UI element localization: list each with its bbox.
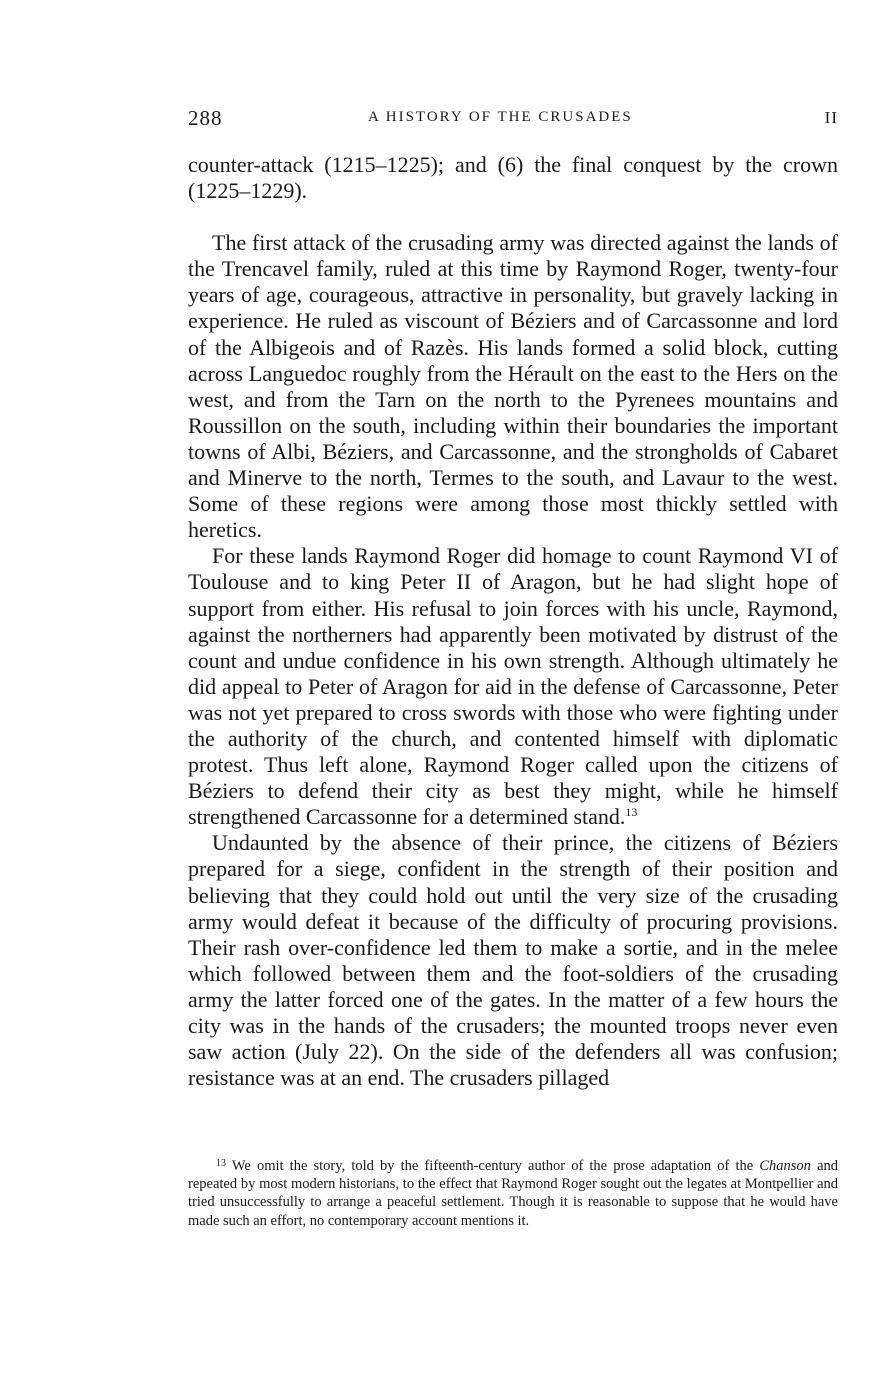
footnote-number: 13: [216, 1158, 226, 1169]
volume-number: II: [824, 108, 838, 127]
body-text: [188, 152, 838, 1091]
footnote-text-before: We omit the story, told by the fifteenth-century author of the prose adaptation of the: [226, 1158, 760, 1174]
page-number: 288: [188, 106, 223, 130]
running-head: [188, 106, 838, 134]
footnote-italic-title: Chanson: [759, 1158, 811, 1174]
footnote-13: [188, 1157, 838, 1230]
paragraph-trencavel-lands: The first attack of the crusading army was directed against the lands of the Trencavel family, ruled at this time by Raymond Roger, twenty-four years of age, courageous, attractive in personality, but gravely lacking in experience. He ruled as viscount of Béziers and of Carcassonne and lord of the Albigeois and of Razès. His lands formed a solid block, cutting across Languedoc roughly from the Hérault on the east to the Hers on the west, and from the Tarn on the north to the Pyrenees mountains and Roussillon on the south, including within their boundaries the important towns of Albi, Béziers, and Carcassonne, and the strongholds of Cabaret and Minerve to the north, Termes to the south, and Lavaur to the west. Some of these regions were among those most thickly settled with heretics.: [188, 230, 838, 543]
paragraph-siege-of-beziers: Undaunted by the absence of their prince, the citizens of Béziers prepared for a siege, confident in the strength of their position and believing that they could hold out until the very size of the crusading army would defeat it because of the difficulty of procuring provisions. Their rash over-confidence led them to make a sortie, and in the melee which followed between them and the foot-soldiers of the crusading army the latter forced one of the gates. In the matter of a few hours the city was in the hands of the crusaders; the mounted troops never even saw action (July 22). On the side of the defenders all was confusion; resistance was at an end. The crusaders pillaged: [188, 830, 838, 1091]
running-title: A HISTORY OF THE CRUSADES: [368, 109, 633, 125]
paragraph-raymond-roger-homage: [188, 543, 838, 830]
footnote: [188, 1157, 838, 1230]
footnote-text-after: and repeated by most modern historians, to the effect that Raymond Roger sought out the legates at Montpellier and tried unsuccessfully to arrange a peaceful settlement. Though it is reasonable to suppose that he would have made such an effort, no contemporary account mentions it.: [188, 1158, 839, 1229]
paragraph-continuation: counter-attack (1215–1225); and (6) the final conquest by the crown (1225–1229).: [188, 152, 838, 204]
footnote-reference[interactable]: 13: [625, 805, 638, 820]
paragraph-text: For these lands Raymond Roger did homage to count Raymond VI of Toulouse and to king Peter II of Aragon, but he had slight hope of support from either. His refusal to join forces with his uncle, Raymond, against the northerners had apparently been motivated by distrust of the count and undue confidence in his own strength. Although ultimately he did appeal to Peter of Aragon for aid in the defense of Carcassonne, Peter was not yet prepared to cross swords with those who were fighting under the authority of the church, and contented himself with diplomatic protest. Thus left alone, Raymond Roger called upon the citizens of Béziers to defend their city as best they might, while he himself strengthened Carcassonne for a determined stand.: [188, 543, 838, 830]
